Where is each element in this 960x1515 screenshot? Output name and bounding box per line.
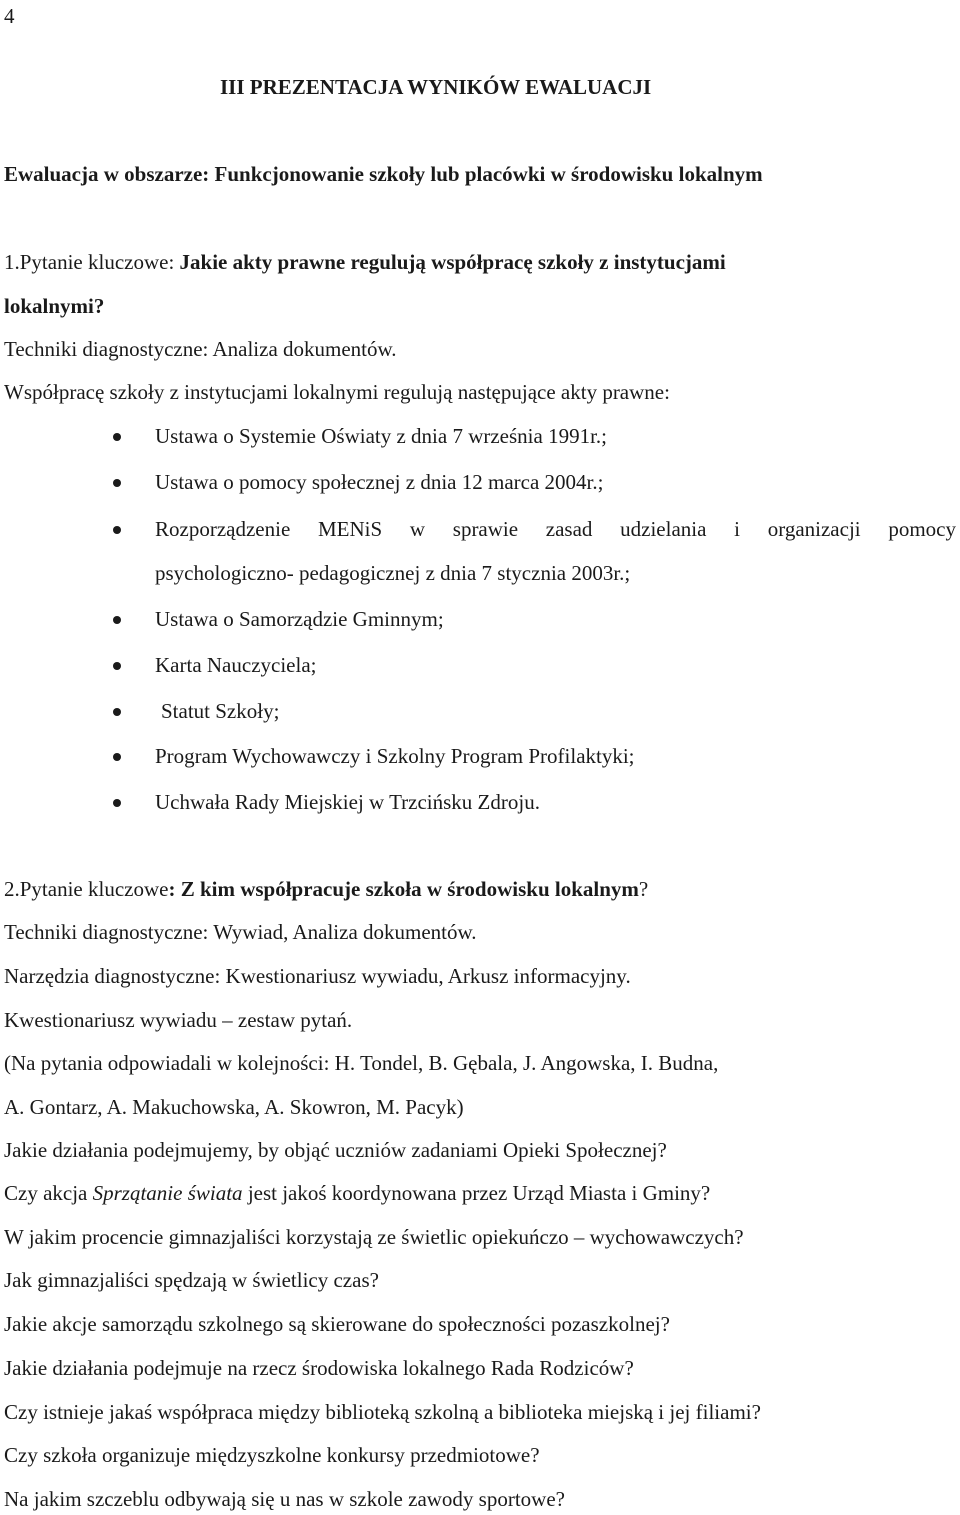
- list-item: Program Wychowawczy i Szkolny Program Profilaktyki;: [155, 744, 635, 768]
- q1-intro: Współpracę szkoły z instytucjami lokalnymi regulują następujące akty prawne:: [4, 380, 670, 404]
- key-question-2: [4, 879, 648, 900]
- list-item: Ustawa o Systemie Oświaty z dnia 7 września 1991r.;: [155, 424, 607, 448]
- list-item: Statut Szkoły;: [161, 699, 280, 723]
- section-heading: III PREZENTACJA WYNIKÓW EWALUACJI: [220, 75, 652, 99]
- q2-questionnaire: Kwestionariusz wywiadu – zestaw pytań.: [4, 1008, 353, 1032]
- list-item: Uchwała Rady Miejskiej w Trzcińsku Zdroju.: [155, 790, 540, 814]
- key-question-2-text: : Z kim współpracuje szkoła w środowisku lokalnym: [168, 877, 639, 901]
- q1-techniques: Techniki diagnostyczne: Analiza dokumentów.: [4, 337, 397, 361]
- bullet-icon: [113, 662, 121, 670]
- key-question-1: [4, 252, 726, 273]
- interview-question: Jakie działania podejmuje na rzecz środowiska lokalnego Rada Rodziców?: [4, 1356, 634, 1380]
- interview-question: Czy istnieje jakaś współpraca między biblioteką szkolną a biblioteka miejską i jej filiami?: [4, 1400, 761, 1424]
- evaluation-area-line: Ewaluacja w obszarze: Funkcjonowanie szkoły lub placówki w środowisku lokalnym: [4, 162, 763, 186]
- key-question-2-suffix: ?: [638, 877, 649, 901]
- bullet-icon: [113, 708, 121, 716]
- key-question-1-text-cont: lokalnymi?: [4, 294, 105, 318]
- interview-question-text: jest jakoś koordynowana przez Urząd Miasta i Gminy?: [242, 1181, 711, 1205]
- bullet-icon: [113, 526, 121, 534]
- q2-respondents: (Na pytania odpowiadali w kolejności: H. Tondel, B. Gębala, J. Angowska, I. Budna,: [4, 1051, 719, 1075]
- list-item-cont: psychologiczno- pedagogicznej z dnia 7 stycznia 2003r.;: [155, 561, 631, 585]
- interview-question: Czy szkoła organizuje międzyszkolne konkursy przedmiotowe?: [4, 1443, 540, 1467]
- list-item: Ustawa o Samorządzie Gminnym;: [155, 607, 444, 631]
- interview-question-text: Czy akcja: [4, 1181, 93, 1205]
- interview-question: Na jakim szczeblu odbywają się u nas w szkole zawody sportowe?: [4, 1487, 565, 1511]
- bullet-icon: [113, 799, 121, 807]
- key-question-1-prefix: 1.Pytanie kluczowe:: [4, 250, 180, 274]
- page-number: 4: [4, 4, 15, 28]
- interview-question-italic: Sprzątanie świata: [92, 1181, 243, 1205]
- bullet-icon: [113, 433, 121, 441]
- list-item: Ustawa o pomocy społecznej z dnia 12 marca 2004r.;: [155, 470, 604, 494]
- q2-techniques: Techniki diagnostyczne: Wywiad, Analiza dokumentów.: [4, 920, 477, 944]
- key-question-2-prefix: 2.Pytanie kluczowe: [4, 877, 169, 901]
- list-item: Karta Nauczyciela;: [155, 653, 317, 677]
- interview-question: Jakie akcje samorządu szkolnego są skierowane do społeczności pozaszkolnej?: [4, 1312, 670, 1336]
- interview-question: Jakie działania podejmujemy, by objąć uczniów zadaniami Opieki Społecznej?: [4, 1138, 667, 1162]
- q2-respondents-cont: A. Gontarz, A. Makuchowska, A. Skowron, M. Pacyk): [4, 1095, 464, 1119]
- interview-question: W jakim procencie gimnazjaliści korzystają ze świetlic opiekuńczo – wychowawczych?: [4, 1225, 744, 1249]
- bullet-icon: [113, 479, 121, 487]
- key-question-1-text: Jakie akty prawne regulują współpracę szkoły z instytucjami: [179, 250, 726, 274]
- bullet-icon: [113, 753, 121, 761]
- interview-question: [4, 1183, 710, 1204]
- q2-tools: Narzędzia diagnostyczne: Kwestionariusz wywiadu, Arkusz informacyjny.: [4, 964, 631, 988]
- list-item: Rozporządzenie MENiS w sprawie zasad udzielania i organizacji pomocy: [155, 517, 956, 541]
- interview-question: Jak gimnazjaliści spędzają w świetlicy czas?: [4, 1268, 379, 1292]
- bullet-icon: [113, 616, 121, 624]
